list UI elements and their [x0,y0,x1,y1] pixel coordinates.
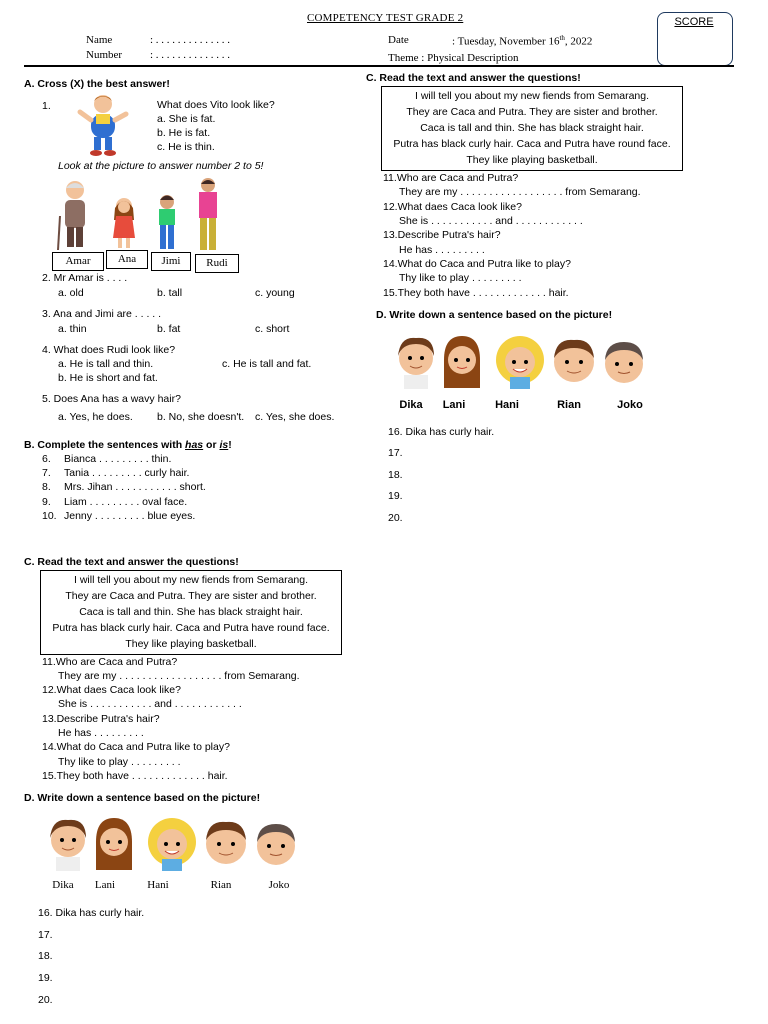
c-question: 12.What daes Caca look like? [42,684,181,696]
face-name-lani: Lani [94,879,116,891]
lani-face [96,818,132,870]
q2-option-a[interactable]: a. old [58,287,84,299]
theme-label: Theme : Physical Description [388,52,519,64]
faces-illustration-left [44,812,304,876]
b-item-number: 7. [42,467,51,479]
q1-option-b[interactable]: b. He is fat. [157,127,211,139]
passage-line: I will tell you about my new fiends from Semarang. [73,574,309,586]
d-line[interactable]: 18. [38,950,53,962]
d-line[interactable]: 20. [38,994,53,1006]
passage-line: They are Caca and Putra. They are sister and brother. [406,106,658,118]
section-c-heading-left: C. Read the text and answer the questions! [24,556,239,568]
c-question: 13.Describe Putra's hair? [383,229,501,241]
q2-option-c[interactable]: c. young [255,287,295,299]
q1-option-a[interactable]: a. She is fat. [157,113,216,125]
c-answer[interactable]: He has . . . . . . . . . [58,727,144,739]
q5-option-a[interactable]: a. Yes, he does. [58,411,133,423]
c-question: 14.What do Caca and Putra like to play? [383,258,571,270]
c-answer[interactable]: He has . . . . . . . . . [399,244,485,256]
joko-face [257,824,295,865]
d-line[interactable]: 17. [388,447,403,459]
date-value: : Tuesday, November 16th, 2022 [452,34,593,48]
reading-passage-right [381,86,683,171]
dika-face [50,820,86,871]
b-item-number: 8. [42,481,51,493]
passage-line: They like playing basketball. [466,154,598,166]
dika-face [398,338,434,389]
c-answer[interactable]: Thy like to play . . . . . . . . . [58,756,181,768]
passage-line: I will tell you about my new fiends from Semarang. [414,90,650,102]
b-item-text[interactable]: Mrs. Jihan . . . . . . . . . . . short. [64,481,206,493]
face-name-hani: Hani [495,399,519,411]
d-line: 16. Dika has curly hair. [38,907,145,919]
b-item-number: 10. [42,510,57,522]
name-label: Name [86,34,113,46]
q5-option-b[interactable]: b. No, she doesn't. [157,411,245,423]
jimi-figure [159,195,175,249]
d-line[interactable]: 19. [38,972,53,984]
name-box-rudi: Rudi [195,254,239,273]
rian-face [206,822,246,864]
b-item-text[interactable]: Jenny . . . . . . . . . blue eyes. [64,510,196,522]
score-label: SCORE [674,16,714,28]
face-name-dika: Dika [52,879,74,891]
number-label: Number [86,49,123,61]
c-answer[interactable]: She is . . . . . . . . . . . and . . . . . . . . . . . . [58,698,242,710]
lani-face [444,336,480,388]
face-name-hani: Hani [147,879,169,891]
date-label: Date [388,34,409,46]
header-rule [24,65,734,67]
reading-passage-left [40,570,342,655]
ana-figure [113,198,135,248]
rian-face [554,340,594,382]
d-line[interactable]: 17. [38,929,53,941]
d-line[interactable]: 20. [388,512,403,524]
c-answer[interactable]: They are my . . . . . . . . . . . . . . . . . . from Semarang. [58,670,300,682]
c-answer[interactable]: She is . . . . . . . . . . . and . . . . . . . . . . . . [399,215,583,227]
d-line: 16. Dika has curly hair. [388,426,495,438]
passage-line: Caca is tall and thin. She has black straight hair. [79,606,303,618]
q3-option-c[interactable]: c. short [255,323,290,335]
b-item-text[interactable]: Liam . . . . . . . . . oval face. [64,496,188,508]
b-item-number: 9. [42,496,51,508]
q4-text: 4. What does Rudi look like? [42,344,176,356]
name-field[interactable]: : . . . . . . . . . . . . . . [150,34,231,46]
joko-face [605,342,643,383]
q2-option-b[interactable]: b. tall [157,287,183,299]
q5-option-c[interactable]: c. Yes, she does. [255,411,335,423]
section-a-heading: A. Cross (X) the best answer! [24,78,170,90]
name-box-ana: Ana [106,250,148,269]
b-item-text[interactable]: Tania . . . . . . . . . curly hair. [64,467,190,479]
q1-text: What does Vito look like? [157,99,275,111]
c-answer[interactable]: Thy like to play . . . . . . . . . [399,272,522,284]
q1-option-c[interactable]: c. He is thin. [157,141,215,153]
section-d-heading-left: D. Write down a sentence based on the picture! [24,792,261,804]
section-c-heading-right: C. Read the text and answer the questions! [366,72,581,84]
face-name-dika: Dika [399,399,423,411]
q3-option-b[interactable]: b. fat [157,323,181,335]
passage-line: Putra has black curly hair. Caca and Putra have round face. [393,138,671,150]
d-line[interactable]: 19. [388,490,403,502]
rudi-figure [199,178,217,250]
q1-number: 1. [42,100,51,112]
face-name-joko: Joko [617,399,643,411]
vito-illustration [74,92,132,158]
c-question[interactable]: 15.They both have . . . . . . . . . . . . . hair. [42,770,228,782]
face-name-lani: Lani [442,399,466,411]
q3-option-a[interactable]: a. thin [58,323,87,335]
q4-option-b[interactable]: b. He is short and fat. [58,372,158,384]
number-field[interactable]: : . . . . . . . . . . . . . . [150,49,231,61]
passage-line: Putra has black curly hair. Caca and Putra have round face. [52,622,330,634]
passage-line: They are Caca and Putra. They are sister and brother. [65,590,317,602]
amar-figure [58,181,85,250]
c-answer[interactable]: They are my . . . . . . . . . . . . . . . . . . from Semarang. [399,186,641,198]
characters-illustration [50,176,240,254]
c-question: 11.Who are Caca and Putra? [42,656,178,668]
name-box-amar: Amar [52,252,104,271]
b-item-number: 6. [42,453,51,465]
q2-text: 2. Mr Amar is . . . . [42,272,128,284]
section-d-heading-right: D. Write down a sentence based on the picture! [376,309,613,321]
q4-option-a[interactable]: a. He is tall and thin. [58,358,154,370]
passage-line: They like playing basketball. [125,638,257,650]
instruction-text: Look at the picture to answer number 2 to 5! [58,160,264,172]
face-name-rian: Rian [210,879,232,891]
c-question: 12.What daes Caca look like? [383,201,522,213]
faces-illustration-right [392,330,652,396]
c-question: 13.Describe Putra's hair? [42,713,160,725]
d-line[interactable]: 18. [388,469,403,481]
section-b-heading: B. Complete the sentences with has or is! [24,439,232,451]
passage-line: Caca is tall and thin. She has black straight hair. [420,122,644,134]
q5-text: 5. Does Ana has a wavy hair? [42,393,181,405]
c-question: 14.What do Caca and Putra like to play? [42,741,230,753]
hani-face [496,336,544,389]
face-name-rian: Rian [557,399,581,411]
page-title: COMPETENCY TEST GRADE 2 [307,12,464,24]
q3-text: 3. Ana and Jimi are . . . . . [42,308,162,320]
c-question: 11.Who are Caca and Putra? [383,172,519,184]
hani-face [148,818,196,871]
c-question[interactable]: 15.They both have . . . . . . . . . . . . . hair. [383,287,569,299]
name-box-jimi: Jimi [151,252,191,271]
face-name-joko: Joko [268,879,290,891]
q4-option-c[interactable]: c. He is tall and fat. [222,358,312,370]
b-item-text[interactable]: Bianca . . . . . . . . . thin. [64,453,172,465]
